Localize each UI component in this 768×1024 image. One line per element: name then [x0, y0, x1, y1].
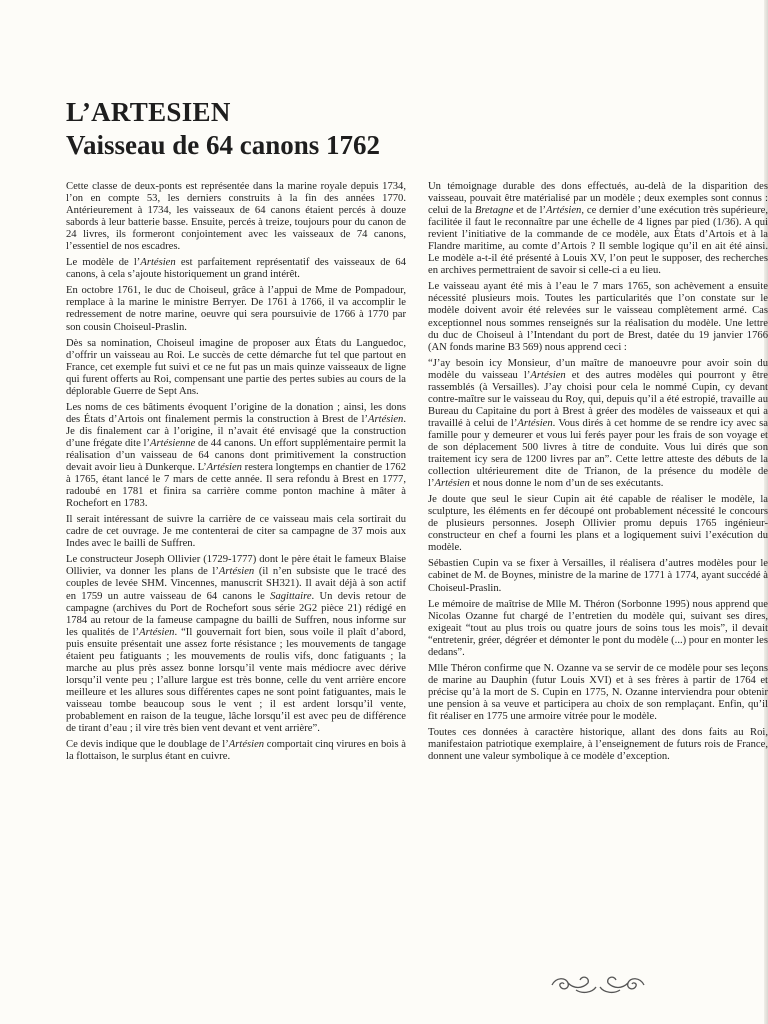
right-column: [428, 181, 768, 767]
paragraph: [428, 181, 768, 277]
italic-text-run: Artésien: [206, 462, 242, 474]
paragraph: [66, 514, 406, 550]
italic-text-run: Artésienne: [150, 437, 196, 449]
text-run: Sébastien Cupin va se fixer à Versailles, il réalisera d’autres modèles pour le cabinet de M. de Boynes, ministre de la marine de 1771 à 1774, ayant succédé à Choiseul-Praslin.: [428, 558, 768, 594]
text-run: restera longtemps en chantier de 1762 à 1765, étant lancé le 7 mars de cette année. Il sera refondu à Brest en 1777, radoubé en 1781 et finira sa carrière comme ponton machine à mâter à Rochefort en 1783.: [66, 462, 406, 510]
paragraph: [428, 558, 768, 594]
text-run: Le modèle de l’: [66, 257, 141, 269]
text-run: Les noms de ces bâtiments évoquent l’origine de la donation ; ainsi, les dons des États d’Artois ont finalement permis la construction à Brest de l’: [66, 401, 406, 425]
paragraph: [66, 257, 406, 281]
italic-text-run: Sagittaire: [270, 590, 312, 602]
italic-text-run: Bretagne: [474, 205, 514, 217]
paragraph: [66, 739, 406, 763]
text-run: . Je dis finalement car à l’origine, il n’avait été envisagé que la construction d’une frégate dite l’: [66, 413, 406, 449]
page-subtitle: Vaisseau de 64 canons 1762: [66, 130, 381, 160]
article-header: [66, 96, 706, 162]
text-run: Le constructeur Joseph Ollivier (1729-1777) dont le père était le fameux Blaise Ollivier, va donner les plans de l’: [66, 554, 406, 578]
text-run: Cette classe de deux-ponts est représentée dans la marine royale depuis 1734, l’on en compte 53, les derniers construits à la fin des années 1770. Antérieurement à 1734, les vaisseaux de 64 canons étaient percés à douze sabords à leur batterie basse. Ensuite, percés à treize, toujours pour du canon de 24 livres, ils formeront conjointement avec les vaisseaux de 74 canons, l’essentiel de nos escadres.: [66, 181, 406, 253]
italic-text-run: Artésien: [140, 257, 176, 269]
text-run: (il n’en subsiste que le tracé des couples de levée SHM. Vincennes, manuscrit SH321). Il avait déjà à son actif en 1759 un autre vaisseau de 64 canons le: [66, 566, 406, 602]
paragraph: [66, 181, 406, 253]
paragraph: [66, 285, 406, 333]
italic-text-run: Artésien: [546, 205, 582, 217]
paragraph: [428, 494, 768, 554]
italic-text-run: Artésien: [368, 413, 404, 425]
text-run: Ce devis indique que le doublage de l’: [66, 739, 229, 751]
text-run: est parfaitement représentatif des vaisseaux de 64 canons, à cela s’ajoute historiquement un grand intérêt.: [66, 257, 406, 281]
text-run: Le mémoire de maîtrise de Mlle M. Théron (Sorbonne 1995) nous apprend que Nicolas Ozanne fut chargé de l’entretien du modèle qui, suivant ses dires, exigeait “tout au plus trois ou quatre jours de soins tous les mois”, il devait “entretenir, gréer, dégréer et démonter le pont du modèle (...) pour en monter les dedans”.: [428, 598, 768, 658]
paragraph: [428, 727, 768, 763]
text-run: Mlle Théron confirme que N. Ozanne va se servir de ce modèle pour ses leçons de marine au Dauphin (futur Louis XVI) et à ses frères à partir de 1764 et précise qu’à la mort de S. Cupin en 1775, N. Ozanne interviendra pour obtenir une pension à sa veuve et participera au choix de son remplaçant. Enfin, qu’il fit réaliser en 1775 une armoire vitrée pour le modèle.: [428, 662, 768, 722]
text-run: et des autres modèles qui pourront y être rassemblés (à Versailles). J’ay choisi pour cela le nommé Cupin, cy devant contre-maître sur le vaisseau du Roy, qui, depuis qu’il a été estropié, travaille au Bureau du Capitaine du port à Brest à gréer des modèles de vaisseaux et qui a travaillé à celui de l’: [428, 369, 768, 429]
paragraph: [66, 338, 406, 398]
scroll-ornament-icon: [548, 971, 648, 997]
italic-text-run: Artésien: [139, 626, 175, 638]
text-run: . Un devis retour de campagne (archives du Port de Rochefort sous série 2G2 pièce 21) rédigé en 1784 au retour de la fameuse campagne du bailli de Suffren, nous informe sur les qualités de l’: [66, 590, 406, 638]
text-run: Dès sa nomination, Choiseul imagine de proposer aux États du Languedoc, d’offrir un vaisseau au Roi. Le succès de cette démarche fut tel que partout en France, cet exemple fut suivi et ce ne fut pas un mais quinze vaisseaux de ligne qui furent offerts au Roi, compensant une partie des pertes subies au cours de la déplorable Guerre de Sept Ans.: [66, 337, 406, 397]
paragraph: [428, 281, 768, 353]
text-run: et de l’: [513, 205, 547, 217]
text-run: Le vaisseau ayant été mis à l’eau le 7 mars 1765, son achèvement a ensuite nécessité plusieurs mois. Toutes les particularités que l’on constate sur le modèle doivent avoir été relevées sur le vaisseau complètement armé. Cas exceptionnel nous sommes renseignés sur la réalisation du modèle. Une lettre du duc de Choiseul à l’Intendant du port de Brest, datée du 19 janvier 1766 (AN fonds marine B3 569) nous apprend ceci :: [428, 281, 768, 353]
text-run: et nous donne le nom d’un de ses exécutants.: [469, 478, 664, 490]
italic-text-run: Artésien: [218, 566, 255, 578]
page-title: L’ARTESIEN: [66, 97, 231, 127]
text-run: “J’ay besoin icy Monsieur, d’un maître de manoeuvre pour avoir soin du modèle du vaisseau l’: [428, 357, 768, 381]
text-run: . Vous dirés à cet homme de se rendre icy avec sa famille pour y demeurer et vous lui ferés payer pour les frais de son voyage et de son déplacement 500 livres à titre de conduite. Vous lui dirés que son traitement icy sera de 1200 livres par an”. Cette lettre atteste des débuts de la collection ultérieurement dite de Trianon, de la présence du modèle de l’: [428, 417, 768, 490]
italic-text-run: Artésien: [530, 369, 566, 381]
paragraph: [428, 663, 768, 723]
italic-text-run: Artésien: [517, 417, 553, 429]
left-column: [66, 181, 406, 767]
text-run: Un témoignage durable des dons effectués, au-delà de la disparition des vaisseau, pouvait être matérialisé par un modèle ; deux exemples sont connus : celui de la: [428, 181, 768, 217]
text-run: comportait cinq virures en bois à la flottaison, le surplus étant en cuivre.: [66, 739, 406, 763]
text-run: Je doute que seul le sieur Cupin ait été capable de réaliser le modèle, la sculpture, les éléments en fer découpé ont probablement nécessité le concours de plusieurs personnes. Joseph Ollivier promu depuis 1765 ingénieur-constructeur en chef a fourni les plans et a logiquement suivi l’exécution du modèle.: [428, 494, 768, 554]
text-run: Il serait intéressant de suivre la carrière de ce vaisseau mais cela sortirait du cadre de cet ouvrage. Je me contenterai de citer sa campagne de 37 mois aux Indes avec le bailli de Suffren.: [66, 514, 406, 550]
text-run: de 44 canons. Un effort supplémentaire permit la réalisation d’un vaisseau de 64 canons dont primitivement la construction devait avoir lieu à Dunkerque. L’: [66, 437, 406, 474]
italic-text-run: Artésien: [434, 478, 470, 490]
text-run: . “Il gouvernait fort bien, sous voile il plaît d’abord, puis ensuite présentait une assez forte résistance ; les mouvements de tangage étaient peu fatiguants ; les mouvements de roulis vifs, donc fatiguants ; la marche au plus près assez bonne lorsqu’il vente mais médiocre avec dérive lorsqu’il vente peu ; l’allure largue est très bonne, celle du vent arrière encore meilleure et les allures sous différentes capes ne sont point fatiguantes, mais le vaisseau tombe beaucoup sous le vent ; il est ardent lorsqu’il vente, probablement en raison de la teugue, lâche lorsqu’il est avec peu de différence de tirant d’eau ; il vire très bien vent devant et vent arrière”.: [66, 626, 406, 735]
paragraph: [66, 402, 406, 510]
text-run: Toutes ces données à caractère historique, allant des dons faits au Roi, manifestaion patriotique exemplaire, à l’enseignement de futurs rois de France, donnent une valeur symbolique à ce modèle d’exception.: [428, 727, 768, 763]
paragraph: [428, 358, 768, 491]
text-run: , ce dernier d’une exécution très supérieure, facilitée il faut le reconnaître par une échelle de 4 lignes par pied (1/36). A qui revient l’initiative de la commande de ce modèle, aux États d’Artois et à la Flandre maritime, au comte d’Artois ? Il semble logique qu’il en ait été ainsi. Le modèle a-t-il été présenté à Louis XV, l’on peut le supposer, des recherches en archives permettraient de savoir si celle-ci a eu lieu.: [428, 205, 768, 277]
paragraph: [66, 554, 406, 735]
text-run: En octobre 1761, le duc de Choiseul, grâce à l’appui de Mme de Pompadour, remplace à la marine le ministre Berryer. De 1761 à 1766, il va accomplir le redressement de notre marine, oeuvre qui sera poursuivie de 1766 à 1770 par son cousin Choiseul-Praslin.: [66, 285, 406, 333]
italic-text-run: Artésien: [228, 739, 265, 751]
paragraph: [428, 599, 768, 659]
